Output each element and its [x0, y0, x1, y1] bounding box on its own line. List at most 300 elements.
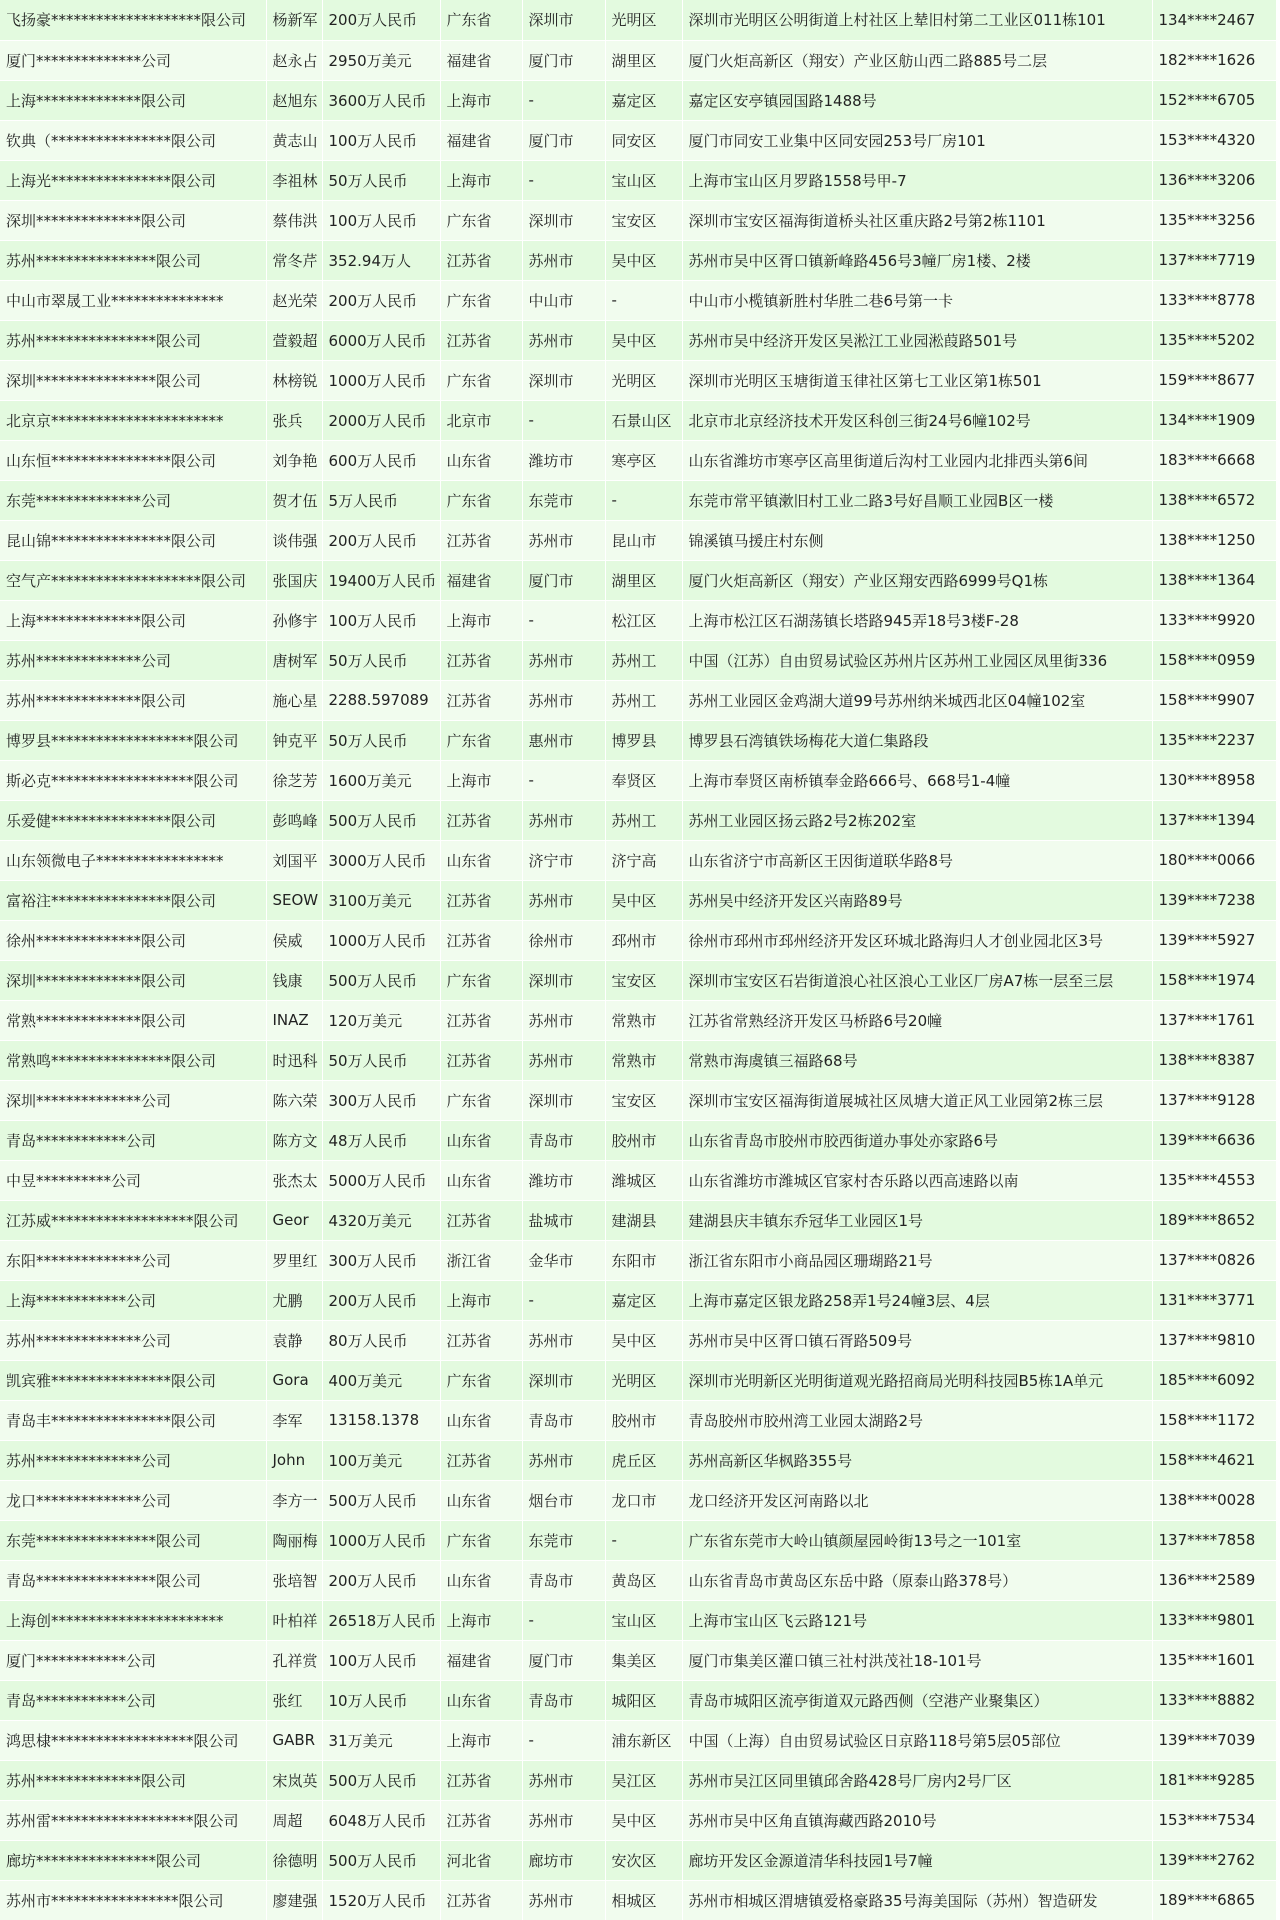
table-row: [0, 1640, 1276, 1680]
city-cell: 青岛市: [522, 1560, 605, 1600]
registered-capital-cell: 100万人民币: [322, 120, 440, 160]
registered-capital-cell: 19400万人民币: [322, 560, 440, 600]
city-cell: 苏州市: [522, 240, 605, 280]
registered-capital-cell: 200万人民币: [322, 280, 440, 320]
legal-representative-cell: 蔡伟洪: [266, 200, 322, 240]
table-row: [0, 1840, 1276, 1880]
phone-cell: 133****9801: [1152, 1600, 1276, 1640]
table-row: [0, 1520, 1276, 1560]
table-row: [0, 720, 1276, 760]
phone-cell: 131****3771: [1152, 1280, 1276, 1320]
phone-cell: 130****8958: [1152, 760, 1276, 800]
address-cell: 上海市嘉定区银龙路258弄1号24幢3层、4层: [682, 1280, 1152, 1320]
registered-capital-cell: 100万人民币: [322, 200, 440, 240]
company-name-cell: 钦典（****************限公司: [0, 120, 266, 160]
district-cell: 吴江区: [605, 1760, 682, 1800]
city-cell: -: [522, 760, 605, 800]
phone-cell: 152****6705: [1152, 80, 1276, 120]
company-name-cell: 鸿思棣*******************限公司: [0, 1720, 266, 1760]
legal-representative-cell: 施心星: [266, 680, 322, 720]
company-name-cell: 凯宾雅****************限公司: [0, 1360, 266, 1400]
city-cell: 苏州市: [522, 640, 605, 680]
district-cell: 龙口市: [605, 1480, 682, 1520]
company-name-cell: 东莞****************限公司: [0, 1520, 266, 1560]
legal-representative-cell: John: [266, 1440, 322, 1480]
district-cell: 胶州市: [605, 1120, 682, 1160]
address-cell: 深圳市光明新区光明街道观光路招商局光明科技园B5栋1A单元: [682, 1360, 1152, 1400]
company-name-cell: 昆山锦****************限公司: [0, 520, 266, 560]
legal-representative-cell: 常冬芹: [266, 240, 322, 280]
table-row: [0, 1280, 1276, 1320]
province-cell: 广东省: [440, 360, 522, 400]
address-cell: 深圳市光明区公明街道上村社区上辇旧村第二工业区011栋101: [682, 0, 1152, 40]
legal-representative-cell: 尤鹏: [266, 1280, 322, 1320]
province-cell: 江苏省: [440, 320, 522, 360]
district-cell: 宝安区: [605, 200, 682, 240]
table-row: [0, 1400, 1276, 1440]
province-cell: 福建省: [440, 120, 522, 160]
district-cell: 浦东新区: [605, 1720, 682, 1760]
district-cell: 石景山区: [605, 400, 682, 440]
district-cell: 嘉定区: [605, 1280, 682, 1320]
city-cell: 东莞市: [522, 480, 605, 520]
phone-cell: 139****5927: [1152, 920, 1276, 960]
legal-representative-cell: SEOW: [266, 880, 322, 920]
district-cell: 邳州市: [605, 920, 682, 960]
city-cell: 苏州市: [522, 1320, 605, 1360]
address-cell: 山东省潍坊市潍城区官家村杏乐路以西高速路以南: [682, 1160, 1152, 1200]
phone-cell: 134****1909: [1152, 400, 1276, 440]
table-row: [0, 240, 1276, 280]
table-row: [0, 640, 1276, 680]
address-cell: 山东省济宁市高新区王因街道联华路8号: [682, 840, 1152, 880]
phone-cell: 138****1250: [1152, 520, 1276, 560]
table-row: [0, 1080, 1276, 1120]
province-cell: 江苏省: [440, 240, 522, 280]
district-cell: 寒亭区: [605, 440, 682, 480]
province-cell: 山东省: [440, 1400, 522, 1440]
company-name-cell: 徐州**************限公司: [0, 920, 266, 960]
city-cell: 苏州市: [522, 1880, 605, 1920]
address-cell: 龙口经济开发区河南路以北: [682, 1480, 1152, 1520]
district-cell: 吴中区: [605, 1320, 682, 1360]
district-cell: 光明区: [605, 0, 682, 40]
registered-capital-cell: 50万人民币: [322, 640, 440, 680]
phone-cell: 138****0028: [1152, 1480, 1276, 1520]
legal-representative-cell: 钟克平: [266, 720, 322, 760]
district-cell: 宝山区: [605, 1600, 682, 1640]
city-cell: 青岛市: [522, 1400, 605, 1440]
district-cell: 宝安区: [605, 1080, 682, 1120]
district-cell: 宝安区: [605, 960, 682, 1000]
address-cell: 江苏省常熟经济开发区马桥路6号20幢: [682, 1000, 1152, 1040]
legal-representative-cell: 谈伟强: [266, 520, 322, 560]
table-row: [0, 560, 1276, 600]
phone-cell: 139****7039: [1152, 1720, 1276, 1760]
province-cell: 广东省: [440, 1360, 522, 1400]
registered-capital-cell: 100万美元: [322, 1440, 440, 1480]
city-cell: 惠州市: [522, 720, 605, 760]
company-name-cell: 富裕注****************限公司: [0, 880, 266, 920]
city-cell: -: [522, 600, 605, 640]
city-cell: 苏州市: [522, 1800, 605, 1840]
registered-capital-cell: 1000万人民币: [322, 360, 440, 400]
registered-capital-cell: 13158.1378: [322, 1400, 440, 1440]
province-cell: 江苏省: [440, 520, 522, 560]
province-cell: 广东省: [440, 280, 522, 320]
city-cell: 金华市: [522, 1240, 605, 1280]
company-name-cell: 北京京***********************: [0, 400, 266, 440]
registered-capital-cell: 31万美元: [322, 1720, 440, 1760]
company-name-cell: 苏州**************公司: [0, 640, 266, 680]
province-cell: 山东省: [440, 840, 522, 880]
registered-capital-cell: 80万人民币: [322, 1320, 440, 1360]
company-name-cell: 山东恒****************限公司: [0, 440, 266, 480]
registered-capital-cell: 3100万美元: [322, 880, 440, 920]
table-row: [0, 360, 1276, 400]
phone-cell: 135****3256: [1152, 200, 1276, 240]
legal-representative-cell: 廖建强: [266, 1880, 322, 1920]
registered-capital-cell: 100万人民币: [322, 1640, 440, 1680]
registered-capital-cell: 1520万人民币: [322, 1880, 440, 1920]
district-cell: 湖里区: [605, 40, 682, 80]
registered-capital-cell: 200万人民币: [322, 0, 440, 40]
province-cell: 河北省: [440, 1840, 522, 1880]
company-name-cell: 东阳**************公司: [0, 1240, 266, 1280]
legal-representative-cell: 李军: [266, 1400, 322, 1440]
registered-capital-cell: 1000万人民币: [322, 1520, 440, 1560]
table-row: [0, 760, 1276, 800]
phone-cell: 189****6865: [1152, 1880, 1276, 1920]
phone-cell: 158****0959: [1152, 640, 1276, 680]
district-cell: 集美区: [605, 1640, 682, 1680]
legal-representative-cell: 赵光荣: [266, 280, 322, 320]
address-cell: 广东省东莞市大岭山镇颜屋园岭街13号之一101室: [682, 1520, 1152, 1560]
phone-cell: 183****6668: [1152, 440, 1276, 480]
district-cell: 济宁高: [605, 840, 682, 880]
province-cell: 广东省: [440, 0, 522, 40]
registered-capital-cell: 5万人民币: [322, 480, 440, 520]
registered-capital-cell: 2000万人民币: [322, 400, 440, 440]
city-cell: 厦门市: [522, 40, 605, 80]
address-cell: 深圳市光明区玉塘街道玉律社区第七工业区第1栋501: [682, 360, 1152, 400]
city-cell: 济宁市: [522, 840, 605, 880]
legal-representative-cell: 贺才伍: [266, 480, 322, 520]
table-row: [0, 880, 1276, 920]
address-cell: 上海市宝山区月罗路1558号甲-7: [682, 160, 1152, 200]
registered-capital-cell: 500万人民币: [322, 800, 440, 840]
city-cell: 潍坊市: [522, 440, 605, 480]
district-cell: 城阳区: [605, 1680, 682, 1720]
registered-capital-cell: 300万人民币: [322, 1240, 440, 1280]
address-cell: 浙江省东阳市小商品园区珊瑚路21号: [682, 1240, 1152, 1280]
province-cell: 江苏省: [440, 1760, 522, 1800]
phone-cell: 139****7238: [1152, 880, 1276, 920]
registered-capital-cell: 1000万人民币: [322, 920, 440, 960]
legal-representative-cell: 刘争艳: [266, 440, 322, 480]
province-cell: 上海市: [440, 760, 522, 800]
registered-capital-cell: 10万人民币: [322, 1680, 440, 1720]
registered-capital-cell: 48万人民币: [322, 1120, 440, 1160]
registered-capital-cell: 50万人民币: [322, 160, 440, 200]
address-cell: 建湖县庆丰镇东乔冠华工业园区1号: [682, 1200, 1152, 1240]
legal-representative-cell: 周超: [266, 1800, 322, 1840]
district-cell: 松江区: [605, 600, 682, 640]
company-name-cell: 常熟鸣****************限公司: [0, 1040, 266, 1080]
city-cell: 青岛市: [522, 1680, 605, 1720]
city-cell: 苏州市: [522, 800, 605, 840]
address-cell: 深圳市宝安区石岩街道浪心社区浪心工业区厂房A7栋一层至三层: [682, 960, 1152, 1000]
district-cell: 光明区: [605, 360, 682, 400]
registered-capital-cell: 2950万美元: [322, 40, 440, 80]
address-cell: 中国（江苏）自由贸易试验区苏州片区苏州工业园区凤里街336: [682, 640, 1152, 680]
city-cell: 厦门市: [522, 1640, 605, 1680]
table-row: [0, 280, 1276, 320]
company-name-cell: 上海**************限公司: [0, 600, 266, 640]
table-row: [0, 1600, 1276, 1640]
company-name-cell: 苏州**************公司: [0, 1320, 266, 1360]
address-cell: 嘉定区安亭镇园国路1488号: [682, 80, 1152, 120]
company-name-cell: 苏州市*****************限公司: [0, 1880, 266, 1920]
address-cell: 中山市小榄镇新胜村华胜二巷6号第一卡: [682, 280, 1152, 320]
table-row: [0, 1240, 1276, 1280]
province-cell: 山东省: [440, 1120, 522, 1160]
address-cell: 青岛市城阳区流亭街道双元路西侧（空港产业聚集区）: [682, 1680, 1152, 1720]
legal-representative-cell: 张兵: [266, 400, 322, 440]
phone-cell: 137****9810: [1152, 1320, 1276, 1360]
phone-cell: 137****9128: [1152, 1080, 1276, 1120]
province-cell: 山东省: [440, 1560, 522, 1600]
district-cell: -: [605, 480, 682, 520]
company-name-cell: 青岛丰****************限公司: [0, 1400, 266, 1440]
registered-capital-cell: 50万人民币: [322, 720, 440, 760]
table-row: [0, 1720, 1276, 1760]
table-row: [0, 400, 1276, 440]
phone-cell: 182****1626: [1152, 40, 1276, 80]
city-cell: 厦门市: [522, 560, 605, 600]
phone-cell: 136****3206: [1152, 160, 1276, 200]
city-cell: 潍坊市: [522, 1160, 605, 1200]
address-cell: 苏州吴中经济开发区兴南路89号: [682, 880, 1152, 920]
district-cell: 苏州工: [605, 640, 682, 680]
address-cell: 徐州市邳州市邳州经济开发区环城北路海归人才创业园北区3号: [682, 920, 1152, 960]
city-cell: 苏州市: [522, 1760, 605, 1800]
phone-cell: 133****8778: [1152, 280, 1276, 320]
registered-capital-cell: 500万人民币: [322, 1840, 440, 1880]
company-name-cell: 苏州**************限公司: [0, 1760, 266, 1800]
legal-representative-cell: 赵旭东: [266, 80, 322, 120]
table-row: [0, 520, 1276, 560]
province-cell: 江苏省: [440, 1000, 522, 1040]
address-cell: 厦门火炬高新区（翔安）产业区翔安西路6999号Q1栋: [682, 560, 1152, 600]
district-cell: 潍城区: [605, 1160, 682, 1200]
company-name-cell: 青岛****************限公司: [0, 1560, 266, 1600]
table-row: [0, 680, 1276, 720]
legal-representative-cell: GABR: [266, 1720, 322, 1760]
table-row: [0, 960, 1276, 1000]
address-cell: 苏州市吴中区胥口镇新峰路456号3幢厂房1楼、2楼: [682, 240, 1152, 280]
address-cell: 中国（上海）自由贸易试验区日京路118号第5层05部位: [682, 1720, 1152, 1760]
legal-representative-cell: 侯威: [266, 920, 322, 960]
table-row: [0, 1440, 1276, 1480]
district-cell: 宝山区: [605, 160, 682, 200]
province-cell: 广东省: [440, 960, 522, 1000]
address-cell: 上海市奉贤区南桥镇奉金路666号、668号1-4幢: [682, 760, 1152, 800]
address-cell: 苏州市吴中区角直镇海藏西路2010号: [682, 1800, 1152, 1840]
registered-capital-cell: 600万人民币: [322, 440, 440, 480]
legal-representative-cell: 罗里红: [266, 1240, 322, 1280]
phone-cell: 133****9920: [1152, 600, 1276, 640]
phone-cell: 137****7719: [1152, 240, 1276, 280]
district-cell: 苏州工: [605, 680, 682, 720]
province-cell: 广东省: [440, 480, 522, 520]
address-cell: 深圳市宝安区福海街道展城社区凤塘大道正风工业园第2栋三层: [682, 1080, 1152, 1120]
table-row: [0, 480, 1276, 520]
city-cell: -: [522, 1600, 605, 1640]
company-name-cell: 乐爱健****************限公司: [0, 800, 266, 840]
legal-representative-cell: 叶柏祥: [266, 1600, 322, 1640]
legal-representative-cell: 林榜锐: [266, 360, 322, 400]
phone-cell: 181****9285: [1152, 1760, 1276, 1800]
company-name-cell: 上海光****************限公司: [0, 160, 266, 200]
registered-capital-cell: 2288.597089: [322, 680, 440, 720]
registered-capital-cell: 500万人民币: [322, 960, 440, 1000]
district-cell: 黄岛区: [605, 1560, 682, 1600]
district-cell: 苏州工: [605, 800, 682, 840]
company-name-cell: 上海**************限公司: [0, 80, 266, 120]
province-cell: 上海市: [440, 80, 522, 120]
company-name-cell: 博罗县*******************限公司: [0, 720, 266, 760]
city-cell: 中山市: [522, 280, 605, 320]
registered-capital-cell: 26518万人民币: [322, 1600, 440, 1640]
company-name-cell: 苏州**************限公司: [0, 680, 266, 720]
registered-capital-cell: 500万人民币: [322, 1480, 440, 1520]
district-cell: 博罗县: [605, 720, 682, 760]
table-row: [0, 1200, 1276, 1240]
table-row: [0, 1880, 1276, 1920]
legal-representative-cell: 孔祥赏: [266, 1640, 322, 1680]
company-name-cell: 江苏威*******************限公司: [0, 1200, 266, 1240]
phone-cell: 180****0066: [1152, 840, 1276, 880]
table-row: [0, 1560, 1276, 1600]
legal-representative-cell: 黄志山: [266, 120, 322, 160]
city-cell: -: [522, 1720, 605, 1760]
table-row: [0, 1120, 1276, 1160]
phone-cell: 138****6572: [1152, 480, 1276, 520]
table-row: [0, 0, 1276, 40]
phone-cell: 138****1364: [1152, 560, 1276, 600]
province-cell: 江苏省: [440, 1040, 522, 1080]
legal-representative-cell: 李方一: [266, 1480, 322, 1520]
table-row: [0, 800, 1276, 840]
table-row: [0, 920, 1276, 960]
company-name-cell: 深圳**************限公司: [0, 960, 266, 1000]
district-cell: 虎丘区: [605, 1440, 682, 1480]
district-cell: 安次区: [605, 1840, 682, 1880]
address-cell: 厦门市集美区灌口镇三社村洪茂社18-101号: [682, 1640, 1152, 1680]
city-cell: 徐州市: [522, 920, 605, 960]
table-row: [0, 1360, 1276, 1400]
district-cell: 吴中区: [605, 1800, 682, 1840]
company-name-cell: 苏州****************限公司: [0, 240, 266, 280]
table-row: [0, 1160, 1276, 1200]
phone-cell: 158****9907: [1152, 680, 1276, 720]
district-cell: 相城区: [605, 1880, 682, 1920]
district-cell: 奉贤区: [605, 760, 682, 800]
province-cell: 浙江省: [440, 1240, 522, 1280]
province-cell: 福建省: [440, 560, 522, 600]
phone-cell: 136****2589: [1152, 1560, 1276, 1600]
legal-representative-cell: 孙修宇: [266, 600, 322, 640]
province-cell: 上海市: [440, 600, 522, 640]
registered-capital-cell: 300万人民币: [322, 1080, 440, 1120]
district-cell: 光明区: [605, 1360, 682, 1400]
legal-representative-cell: 钱康: [266, 960, 322, 1000]
company-name-cell: 山东领微电子*****************: [0, 840, 266, 880]
address-cell: 北京市北京经济技术开发区科创三街24号6幢102号: [682, 400, 1152, 440]
province-cell: 上海市: [440, 1720, 522, 1760]
legal-representative-cell: 张红: [266, 1680, 322, 1720]
province-cell: 广东省: [440, 1520, 522, 1560]
legal-representative-cell: 徐芝芳: [266, 760, 322, 800]
legal-representative-cell: 张国庆: [266, 560, 322, 600]
city-cell: 苏州市: [522, 1000, 605, 1040]
legal-representative-cell: 时迅科: [266, 1040, 322, 1080]
company-name-cell: 青岛************公司: [0, 1120, 266, 1160]
phone-cell: 137****0826: [1152, 1240, 1276, 1280]
legal-representative-cell: 陶丽梅: [266, 1520, 322, 1560]
company-name-cell: 深圳**************公司: [0, 1080, 266, 1120]
phone-cell: 185****6092: [1152, 1360, 1276, 1400]
city-cell: 廊坊市: [522, 1840, 605, 1880]
district-cell: 昆山市: [605, 520, 682, 560]
province-cell: 江苏省: [440, 1440, 522, 1480]
legal-representative-cell: 陈六荣: [266, 1080, 322, 1120]
province-cell: 广东省: [440, 720, 522, 760]
legal-representative-cell: 张杰太: [266, 1160, 322, 1200]
legal-representative-cell: 陈方文: [266, 1120, 322, 1160]
address-cell: 苏州市吴中区胥口镇石胥路509号: [682, 1320, 1152, 1360]
city-cell: 苏州市: [522, 880, 605, 920]
province-cell: 江苏省: [440, 1880, 522, 1920]
registered-capital-cell: 500万人民币: [322, 1760, 440, 1800]
province-cell: 江苏省: [440, 640, 522, 680]
table-row: [0, 1480, 1276, 1520]
table-row: [0, 1000, 1276, 1040]
table-row: [0, 160, 1276, 200]
legal-representative-cell: Gora: [266, 1360, 322, 1400]
city-cell: 盐城市: [522, 1200, 605, 1240]
legal-representative-cell: Geor: [266, 1200, 322, 1240]
city-cell: 深圳市: [522, 200, 605, 240]
city-cell: 苏州市: [522, 1440, 605, 1480]
registered-capital-cell: 4320万美元: [322, 1200, 440, 1240]
company-name-cell: 上海************公司: [0, 1280, 266, 1320]
company-name-cell: 厦门**************公司: [0, 40, 266, 80]
phone-cell: 137****7858: [1152, 1520, 1276, 1560]
city-cell: 苏州市: [522, 1040, 605, 1080]
district-cell: 吴中区: [605, 880, 682, 920]
phone-cell: 159****8677: [1152, 360, 1276, 400]
phone-cell: 158****1172: [1152, 1400, 1276, 1440]
address-cell: 厦门火炬高新区（翔安）产业区舫山西二路885号二层: [682, 40, 1152, 80]
address-cell: 锦溪镇马援庄村东侧: [682, 520, 1152, 560]
phone-cell: 158****4621: [1152, 1440, 1276, 1480]
province-cell: 山东省: [440, 440, 522, 480]
phone-cell: 139****6636: [1152, 1120, 1276, 1160]
province-cell: 山东省: [440, 1160, 522, 1200]
city-cell: 厦门市: [522, 120, 605, 160]
